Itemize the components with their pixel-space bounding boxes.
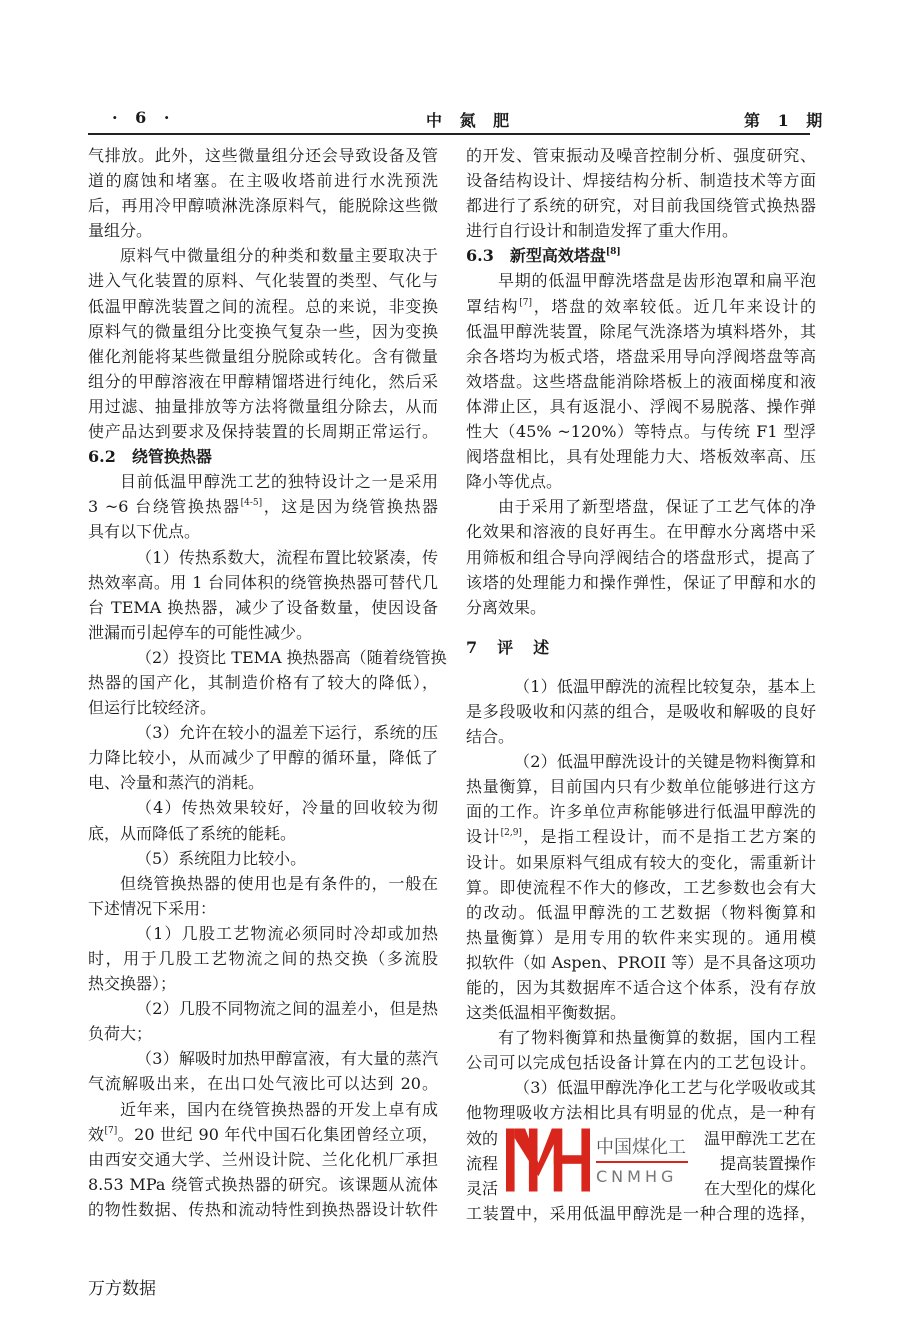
watermark-logo xyxy=(502,1127,692,1193)
line-text: 由于采用了新型塔盘，保证了工艺气体的净 xyxy=(498,497,816,517)
line-text: 罩结构 xyxy=(466,296,520,316)
line-text: 道的腐蚀和堵塞。在主吸收塔前进行水洗预洗 xyxy=(88,171,438,191)
line-text: 后，再用冷甲醇喷淋洗涤原料气，能脱除这些微 xyxy=(88,196,438,216)
section-heading xyxy=(466,635,816,660)
text-line xyxy=(88,519,438,544)
text-line xyxy=(88,795,438,820)
line-text: 进行自行设计和制造发挥了重大作用。 xyxy=(466,221,739,241)
watermark-divider xyxy=(596,1161,688,1163)
line-text: 拟软件（如 Aspen、PROII 等）是不具备这项功 xyxy=(466,952,816,972)
line-fragment-right: 在大型化的煤化 xyxy=(703,1178,816,1198)
line-text: （3）低温甲醇洗净化工艺与化学吸收或其 xyxy=(514,1078,816,1098)
line-text: 底，从而降低了系统的能耗。 xyxy=(88,823,297,843)
line-text: 7 评 述 xyxy=(466,637,552,657)
line-text: 是多段吸收和闪蒸的组合，是吸收和解吸的良好 xyxy=(466,701,816,721)
line-text: （1）低温甲醇洗的流程比较复杂，基本上 xyxy=(514,676,816,696)
section-heading xyxy=(466,243,816,268)
text-line xyxy=(466,674,816,699)
line-text: 都进行了系统的研究，对目前我国绕管式换热器 xyxy=(466,196,816,216)
section-heading xyxy=(88,444,438,469)
line-text: 原料气中微量组分的种类和数量主要取决于 xyxy=(120,246,438,266)
text-line xyxy=(88,344,438,369)
text-line xyxy=(88,821,438,846)
text-line xyxy=(88,645,447,670)
citation-ref: [7] xyxy=(104,1125,118,1136)
text-line xyxy=(466,1100,816,1125)
line-text: 时，用于几股工艺物流之间的热交换（多流股 xyxy=(88,949,438,968)
text-line xyxy=(466,850,816,875)
line-text: 降小等优点。 xyxy=(466,472,563,492)
header-rule xyxy=(88,133,810,135)
line-text: 热效率高。用 1 台同体积的绕管换热器可替代几 xyxy=(88,572,438,592)
text-line xyxy=(466,1025,816,1050)
line-text: 6.3 新型高效塔盘 xyxy=(466,246,606,266)
text-line xyxy=(88,243,438,268)
text-line xyxy=(466,1050,816,1075)
text-line xyxy=(88,143,438,168)
line-text: 用过滤、抽量排放等方法将微量组分除去，从而 xyxy=(88,396,438,416)
line-text: 负荷大； xyxy=(88,1024,153,1044)
line-text: 低温甲醇洗装置之间的流程。总的来说，非变换 xyxy=(88,296,438,316)
text-line xyxy=(466,319,816,344)
line-text: （4）传热效果较好，冷量的回收较为彻 xyxy=(136,798,438,818)
text-line xyxy=(466,724,816,749)
line-text: 催化剂能将某些微量组分脱除或转化。含有微量 xyxy=(88,346,438,366)
line-text: 用筛板和组合导向浮阀结合的塔盘形式，提高了 xyxy=(466,547,816,567)
line-text: 原料气的微量组分比变换气复杂一些，因为变换 xyxy=(88,321,438,341)
line-text: 该塔的处理能力和操作弹性，保证了甲醇和水的 xyxy=(466,572,816,592)
text-line xyxy=(466,824,816,849)
text-line xyxy=(466,950,816,975)
line-fragment-left: 灵活 xyxy=(466,1178,499,1198)
line-text: ，这是因为绕管换热器 xyxy=(262,497,438,517)
text-line xyxy=(466,975,816,1000)
watermark-text-en: CNMHG xyxy=(596,1167,678,1186)
page-number: · 6 · xyxy=(112,108,176,127)
line-text: ，是指工程设计，而不是指工艺方案的 xyxy=(521,827,816,847)
issue-label: 第 1 期 xyxy=(744,111,829,130)
line-text: 阀塔盘相比，具有处理能力大、塔板效率高、压 xyxy=(466,447,816,467)
line-text: 电、冷量和蒸汽的消耗。 xyxy=(88,773,265,793)
text-line xyxy=(466,193,816,218)
left-column xyxy=(88,143,447,1222)
text-line xyxy=(466,1201,816,1226)
line-text: 能的，因为其数据库不适合这个体系，没有存放 xyxy=(466,978,816,997)
text-line xyxy=(88,996,438,1021)
text-line xyxy=(88,545,438,570)
line-text: 公司可以完成包括设备计算在内的工艺包设计。 xyxy=(466,1053,816,1073)
line-text: 使产品达到要求及保持装置的长周期正常运行。 xyxy=(88,422,438,442)
line-text: 热量衡算）是用专用的软件来实现的。通用模 xyxy=(466,927,816,947)
line-text: （1）传热系数大，流程布置比较紧凑，传 xyxy=(136,547,438,567)
text-line xyxy=(88,1147,438,1172)
line-text: 这类低温相平衡数据。 xyxy=(466,1003,627,1023)
text-line xyxy=(88,369,438,394)
line-fragment-right: 提高装置操作 xyxy=(719,1153,816,1173)
line-text: （3）允许在较小的温差下运行，系统的压 xyxy=(136,723,438,743)
text-line xyxy=(88,971,438,996)
text-line xyxy=(88,946,438,971)
text-line xyxy=(88,1197,438,1222)
line-text: 设计 xyxy=(466,827,501,847)
watermark-text-cn: 中国煤化工 xyxy=(596,1137,686,1158)
line-text: 具有以下优点。 xyxy=(88,522,201,542)
line-text: （5）系统阻力比较小。 xyxy=(136,848,307,868)
line-text: 目前低温甲醇洗工艺的独特设计之一是采用 xyxy=(120,472,438,492)
line-text: 6.2 绕管换热器 xyxy=(88,447,212,467)
text-line xyxy=(466,774,816,799)
text-line xyxy=(88,921,438,946)
text-line xyxy=(88,268,438,293)
line-text: 算。即使流程不作大的修改，工艺参数也会有大 xyxy=(466,877,816,897)
line-text: ，塔盘的效率较低。近几年来设计的 xyxy=(532,296,816,316)
text-line xyxy=(88,846,438,871)
text-line xyxy=(466,570,816,595)
text-line xyxy=(466,749,816,774)
text-line xyxy=(88,1046,438,1071)
text-line xyxy=(466,294,816,319)
line-text: 台 TEMA 换热器，减少了设备数量，使因设备 xyxy=(88,597,438,617)
line-text: 组分的甲醇溶液在甲醇精馏塔进行纯化，然后采 xyxy=(88,371,438,391)
line-text: 有了物料衡算和热量衡算的数据，国内工程 xyxy=(498,1028,816,1048)
mh-logo-icon xyxy=(506,1127,590,1193)
line-text: 热交换器）； xyxy=(88,974,177,994)
line-text: （3）解吸时加热甲醇富液，有大量的蒸汽 xyxy=(136,1049,438,1069)
text-line xyxy=(466,494,816,519)
line-text: 他物理吸收方法相比具有明显的优点，是一种有 xyxy=(466,1103,816,1123)
right-column xyxy=(466,143,816,1226)
footer-source: 万方数据 xyxy=(88,1279,156,1299)
text-line xyxy=(88,419,438,444)
text-line xyxy=(466,545,816,570)
line-text: 工装置中，采用低温甲醇洗是一种合理的选择， xyxy=(466,1203,816,1223)
line-text: 面的工作。许多单位声称能够进行低温甲醇洗的 xyxy=(466,802,816,822)
line-text: （2）投资比 TEMA 换热器高（随着绕管换 xyxy=(136,647,447,667)
text-line xyxy=(466,143,816,168)
line-text: 但运行比较经济。 xyxy=(88,698,217,718)
text-line xyxy=(466,394,816,419)
text-line xyxy=(88,1021,438,1046)
text-line xyxy=(466,168,816,193)
text-line xyxy=(466,419,816,444)
text-line xyxy=(88,394,438,419)
text-line xyxy=(466,218,816,243)
text-line xyxy=(466,369,816,394)
text-line xyxy=(88,620,438,645)
text-line xyxy=(466,469,816,494)
line-text: （2）几股不同物流之间的温差小，但是热 xyxy=(136,999,438,1019)
text-line xyxy=(88,570,438,595)
text-line xyxy=(88,871,438,896)
line-fragment-left: 效的 xyxy=(466,1128,499,1148)
text-line xyxy=(88,319,438,344)
line-text: 余各塔均为板式塔，塔盘采用导向浮阀塔盘等高 xyxy=(466,346,816,366)
text-line xyxy=(88,168,438,193)
text-line xyxy=(466,699,816,724)
line-text: 但绕管换热器的使用也是有条件的，一般在 xyxy=(120,873,438,893)
line-text: 早期的低温甲醇洗塔盘是齿形泡罩和扁平泡 xyxy=(498,271,816,291)
line-fragment-right: 温甲醇洗工艺在 xyxy=(703,1128,816,1148)
line-text: 气排放。此外，这些微量组分还会导致设备及管 xyxy=(88,146,438,165)
line-text: 分离效果。 xyxy=(466,597,547,617)
text-line xyxy=(88,770,438,795)
line-text: 量组分。 xyxy=(88,221,153,241)
line-text: （2）低温甲醇洗设计的关键是物料衡算和 xyxy=(514,752,816,772)
line-text: 效塔盘。这些塔盘能消除塔板上的液面梯度和液 xyxy=(466,371,816,391)
text-line xyxy=(88,1172,438,1197)
line-text: 的物性数据、传热和流动特性到换热器设计软件 xyxy=(88,1199,438,1219)
line-text: 结合。 xyxy=(466,727,515,747)
text-line xyxy=(88,720,438,745)
text-line xyxy=(88,1122,438,1147)
text-line xyxy=(466,1000,816,1025)
line-text: 低温甲醇洗装置，除尾气洗涤塔为填料塔外，其 xyxy=(466,321,816,341)
text-line xyxy=(88,193,438,218)
text-line xyxy=(88,695,438,720)
citation-ref: [4-5] xyxy=(240,498,263,509)
text-line xyxy=(88,494,438,519)
citation-ref: [2,9] xyxy=(500,828,522,839)
line-text: 体滞止区，具有返混小、浮阀不易脱落、操作弹 xyxy=(466,396,816,416)
text-line xyxy=(88,670,438,695)
text-line xyxy=(88,469,438,494)
text-line xyxy=(88,896,438,921)
text-line xyxy=(88,1071,438,1096)
text-line xyxy=(466,1075,816,1100)
line-text: 化效果和溶液的良好再生。在甲醇水分离塔中采 xyxy=(466,522,816,542)
line-text: 热量衡算，目前国内只有少数单位能够进行这方 xyxy=(466,777,816,797)
text-line xyxy=(466,268,816,293)
text-line xyxy=(466,875,816,900)
text-line xyxy=(466,344,816,369)
text-line xyxy=(466,519,816,544)
text-line xyxy=(466,595,816,620)
line-text: 近年来，国内在绕管换热器的开发上卓有成 xyxy=(120,1099,438,1119)
text-line xyxy=(88,595,438,620)
citation-ref: [8] xyxy=(605,247,621,258)
line-text: 的改动。低温甲醇洗的工艺数据（物料衡算和 xyxy=(466,902,816,922)
line-text: 下述情况下采用： xyxy=(88,898,217,918)
text-line xyxy=(466,444,816,469)
text-line xyxy=(88,218,438,243)
line-text: （1）几股工艺物流必须同时冷却或加热 xyxy=(136,923,438,943)
journal-title: 中 氮 肥 xyxy=(426,111,516,130)
line-text: 热器的国产化，其制造价格有了较大的降低）， xyxy=(88,672,438,692)
line-text: 设备结构设计、焊接结构分析、制造技术等方面 xyxy=(466,171,816,191)
line-text: 进入气化装置的原料、气化装置的类型、气化与 xyxy=(88,271,438,291)
text-line xyxy=(88,294,438,319)
line-text: 由西安交通大学、兰州设计院、兰化化机厂承担 xyxy=(88,1149,438,1169)
line-text: 设计。如果原料气组成有较大的变化，需重新计 xyxy=(466,852,816,872)
line-text: 效 xyxy=(88,1124,105,1144)
line-text: 3 ~6 台绕管换热器 xyxy=(88,497,241,517)
line-text: 8.53 MPa 绕管式换热器的研究。该课题从流体 xyxy=(88,1174,438,1194)
line-text: 力降比较小，从而减少了甲醇的循环量，降低了 xyxy=(88,748,438,768)
line-text: 的开发、管束振动及噪音控制分析、强度研究、 xyxy=(466,146,816,165)
text-line xyxy=(466,900,816,925)
line-text: 气流解吸出来，在出口处气液比可以达到 20。 xyxy=(88,1074,438,1094)
line-text: 泄漏而引起停车的可能性减少。 xyxy=(88,622,313,642)
line-text: 性大（45% ~120%）等特点。与传统 F1 型浮 xyxy=(466,422,816,442)
line-text: 。20 世纪 90 年代中国石化集团曾经立项， xyxy=(117,1124,438,1144)
text-line xyxy=(466,799,816,824)
text-line xyxy=(88,745,438,770)
citation-ref: [7] xyxy=(519,297,532,308)
text-line xyxy=(88,1097,438,1122)
text-line xyxy=(466,925,816,950)
line-fragment-left: 流程 xyxy=(466,1153,499,1173)
